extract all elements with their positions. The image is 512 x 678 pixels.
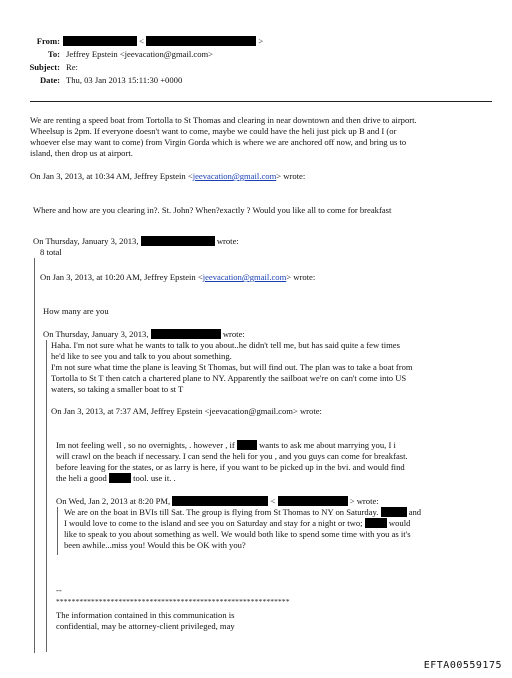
quote-text: he'd like to see you and talk to you about something. [51, 351, 232, 361]
quote-bar [46, 340, 47, 652]
quote-text: How many are you [43, 306, 109, 316]
quote-text: Im not feeling well , so no overnights, . however , if wants to ask me about marrying you, I i [56, 440, 396, 450]
from-label: From: [36, 36, 60, 46]
redaction-box [381, 507, 407, 517]
quote-text: Haha. I'm not sure what he wants to talk to you about..he didn't tell me, but has said quite a few times [51, 340, 400, 350]
from-lt: < [139, 36, 145, 46]
quote-header: On Thursday, January 3, 2013, wrote: [33, 236, 239, 246]
email-link[interactable]: jeevacation@gmail.com [202, 272, 287, 282]
quote-text: will crawl on the beach if necessary. I can send the heli for you , and you guys can come for breakfast. [56, 451, 408, 461]
body-line: We are renting a speed boat from Tortolla to St Thomas and clearing in near downtown and then drive to airport. [30, 115, 417, 125]
quote-bar [34, 258, 35, 653]
quote-text: waters, so taking a smaller boat to st T [51, 384, 184, 394]
quote-text: 8 total [40, 247, 62, 257]
from-value [63, 36, 263, 47]
to-label: To: [47, 49, 60, 59]
to-value: Jeffrey Epstein <jeevacation@gmail.com> [66, 49, 214, 59]
body-line: Wheelsup is 2pm. If everyone doesn't want to come, maybe we could have the heli just pick up B and I (or [30, 126, 397, 136]
redaction-box [151, 329, 221, 339]
redaction-box [141, 236, 215, 246]
quote-text: I'm not sure what time the plane is leaving St Thomas, but will find out. The plan was to take a boat from [51, 362, 413, 372]
quote-header: On Jan 3, 2013, at 10:20 AM, Jeffrey Epstein <jeevacation@gmail.com> wrote: [40, 272, 316, 282]
quote-text: been awhile...miss you! Would this be OK with you? [64, 540, 246, 550]
subject-label: Subject: [29, 62, 60, 72]
body-line: island, then drop us at airport. [30, 148, 133, 158]
quote-text: Tortolla to St T then catch a chartered plane to NY. Apparently the sailboat we're on can't come into US [51, 373, 407, 383]
quote-text: We are on the boat in BVIs till Sat. The group is flying from St Thomas to NY on Saturday. and [64, 507, 422, 517]
redaction-box [237, 440, 257, 450]
quote-header: On Wed, Jan 2, 2013 at 8:20 PM, < > wrote: [56, 496, 379, 506]
redaction-box [278, 496, 348, 506]
quote-text: I would love to come to the island and see you on Saturday and stay for a night or two; would [64, 518, 411, 528]
quote-header: On Jan 3, 2013, at 7:37 AM, Jeffrey Epstein <jeevacation@gmail.com> wrote: [51, 406, 322, 416]
disclaimer-line: The information contained in this communication is [56, 610, 235, 620]
redaction-box [63, 36, 137, 46]
subject-value: Re: [66, 62, 78, 72]
redaction-box [365, 518, 387, 528]
quote-header: On Thursday, January 3, 2013, wrote: [43, 329, 245, 339]
redaction-box [109, 473, 131, 483]
body-line: whoever else may want to come) from Virgin Gorda which is where we are anchored off now, and bring us to [30, 137, 407, 147]
quote-header: On Jan 3, 2013, at 10:34 AM, Jeffrey Epstein <jeevacation@gmail.com> wrote: [30, 171, 306, 181]
redaction-box [172, 496, 268, 506]
quote-text: like to speak to you about something as well. We would both like to spend some time with you as it's [64, 529, 411, 539]
date-value: Thu, 03 Jan 2013 15:11:30 +0000 [66, 75, 183, 85]
redaction-box [146, 36, 256, 46]
signature-dash: -- [56, 585, 62, 595]
email-link[interactable]: jeevacation@gmail.com [192, 171, 277, 181]
quote-text: the heli a good tool. use it. . [56, 473, 176, 483]
disclaimer-line: confidential, may be attorney-client privileged, may [56, 621, 235, 631]
signature-stars: ************************************************************ [56, 597, 290, 606]
quote-bar [57, 507, 58, 555]
bates-number: EFTA00559175 [423, 660, 502, 671]
header-divider [30, 101, 492, 102]
quote-text: Where and how are you clearing in?. St. John? When?exactly ? Would you like all to come for breakfast [33, 205, 392, 215]
quote-text: before leaving for the states, or as larry is here, if you want to be picked up in the bvi. and would find [56, 462, 405, 472]
from-gt: > [258, 36, 264, 46]
date-label: Date: [39, 75, 60, 85]
